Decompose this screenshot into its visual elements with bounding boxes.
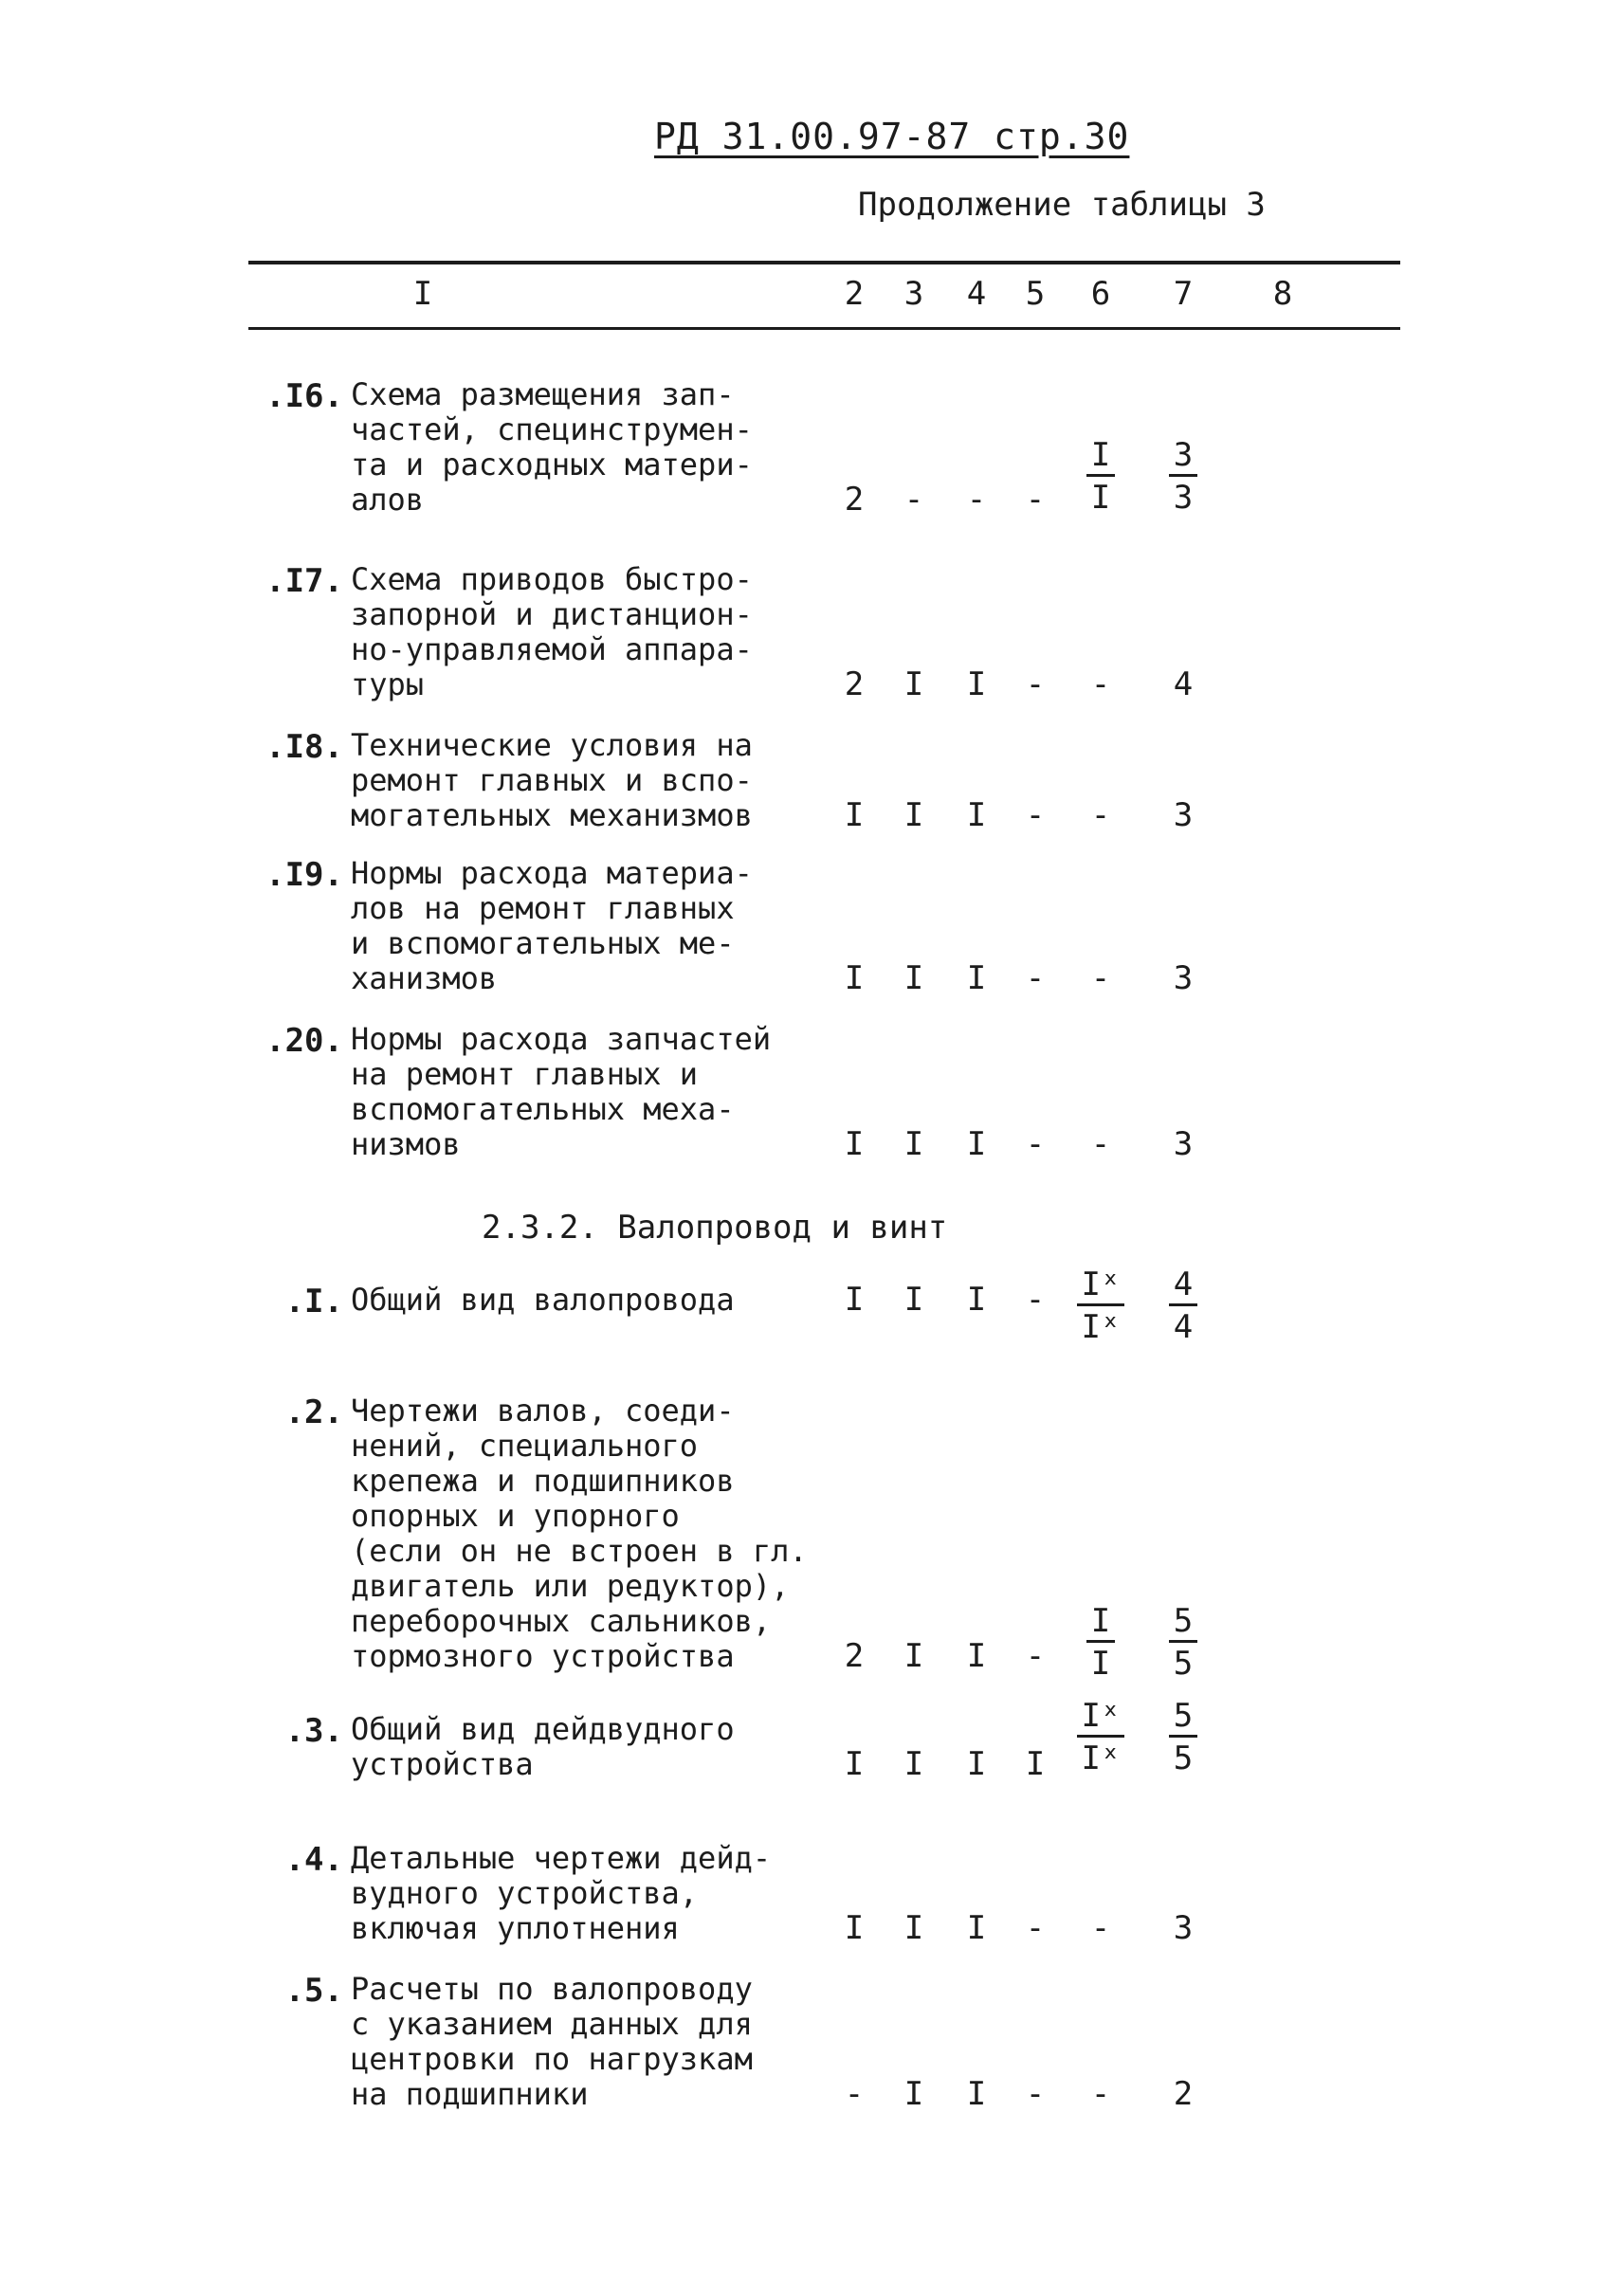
- cell-col-7: [1155, 1697, 1212, 1779]
- cell-col-7: 3: [1173, 959, 1194, 997]
- cell-col-2: 2: [844, 481, 865, 519]
- cell-col-7: 3: [1173, 1125, 1194, 1163]
- fraction-numerator: 3: [1169, 436, 1197, 477]
- page-code: РД 31.00.97-87 стр.30: [654, 116, 1130, 157]
- cell-col-5: I: [1025, 1745, 1046, 1783]
- cell-col-3: I: [903, 959, 924, 997]
- row-description: [351, 1393, 844, 1674]
- cell-col-4: I: [966, 1909, 987, 1947]
- cell-col-2: I: [844, 1125, 865, 1163]
- cell-col-6: [1072, 1697, 1129, 1779]
- description-line: алов: [351, 482, 425, 518]
- cell-col-4: I: [966, 1745, 987, 1783]
- row-number: .2.: [284, 1393, 343, 1431]
- cell-col-2: I: [844, 959, 865, 997]
- cell-col-7: [1155, 1602, 1212, 1685]
- row-number: .3.: [284, 1712, 343, 1750]
- cell-col-6: -: [1090, 2075, 1111, 2113]
- cell-col-6: -: [1090, 665, 1111, 703]
- cell-col-5: -: [1025, 2075, 1046, 2113]
- cell-col-2: I: [844, 796, 865, 834]
- cell-col-5: -: [1025, 959, 1046, 997]
- row-description: [351, 856, 844, 996]
- fraction-denominator: Iˣ: [1081, 1739, 1121, 1777]
- description-line: вудного устройства,: [351, 1875, 699, 1911]
- row-number: .4.: [284, 1841, 343, 1879]
- cell-col-3: I: [903, 2075, 924, 2113]
- description-line: та и расходных матери-: [351, 446, 753, 483]
- row-description: [351, 1712, 844, 1782]
- description-line: лов на ремонт главных: [351, 890, 735, 926]
- table-header-rule: [248, 327, 1400, 330]
- description-line: крепежа и подшипников: [351, 1463, 735, 1499]
- cell-col-5: -: [1025, 1125, 1046, 1163]
- description-line: ремонт главных и вспо-: [351, 762, 753, 798]
- description-line: с указанием данных для: [351, 2006, 753, 2042]
- fraction-numerator: Iˣ: [1077, 1697, 1125, 1738]
- column-header-2: 2: [844, 275, 865, 313]
- description-line: запорной и дистанцион-: [351, 596, 753, 632]
- description-line: Технические условия на: [351, 727, 753, 763]
- cell-col-5: -: [1025, 1637, 1046, 1675]
- column-header-6: 6: [1090, 275, 1111, 313]
- description-line: Детальные чертежи дейд-: [351, 1840, 772, 1876]
- fraction-denominator: 3: [1173, 479, 1194, 517]
- description-line: могательных механизмов: [351, 797, 753, 833]
- fraction-numerator: 5: [1169, 1697, 1197, 1738]
- cell-col-5: -: [1025, 665, 1046, 703]
- fraction-denominator: 4: [1173, 1308, 1194, 1346]
- fraction-denominator: Iˣ: [1081, 1308, 1121, 1346]
- description-line: и вспомогательных ме-: [351, 925, 735, 961]
- fraction-denominator: I: [1090, 479, 1111, 517]
- description-line: вспомогательных меха-: [351, 1091, 735, 1127]
- description-line: Нормы расхода запчастей: [351, 1021, 772, 1057]
- description-line: опорных и упорного: [351, 1498, 680, 1534]
- cell-col-5: -: [1025, 1909, 1046, 1947]
- cell-col-6: [1072, 1266, 1129, 1348]
- cell-col-6: -: [1090, 796, 1111, 834]
- description-line: Чертежи валов, соеди-: [351, 1393, 735, 1429]
- description-line: переборочных сальников,: [351, 1603, 772, 1639]
- description-line: центровки по нагрузкам: [351, 2041, 753, 2077]
- cell-col-3: I: [903, 665, 924, 703]
- description-line: Схема размещения зап-: [351, 376, 735, 412]
- cell-col-7: [1155, 1266, 1212, 1348]
- column-header-3: 3: [903, 275, 924, 313]
- cell-col-5: -: [1025, 1281, 1046, 1319]
- description-line: нений, специального: [351, 1428, 699, 1464]
- cell-col-4: I: [966, 1637, 987, 1675]
- cell-col-7: 4: [1173, 665, 1194, 703]
- fraction-denominator: 5: [1173, 1645, 1194, 1683]
- row-description: [351, 1022, 844, 1162]
- cell-col-4: I: [966, 1281, 987, 1319]
- cell-col-2: I: [844, 1909, 865, 1947]
- column-header-8: 8: [1272, 275, 1293, 313]
- cell-col-4: I: [966, 796, 987, 834]
- row-description: [351, 1972, 844, 2112]
- cell-col-3: I: [903, 796, 924, 834]
- row-number: .I.: [284, 1283, 343, 1321]
- cell-col-3: I: [903, 1637, 924, 1675]
- cell-col-7: 3: [1173, 796, 1194, 834]
- cell-col-7: 2: [1173, 2075, 1194, 2113]
- fraction-numerator: I: [1086, 436, 1115, 477]
- cell-col-5: -: [1025, 796, 1046, 834]
- description-line: Общий вид валопровода: [351, 1282, 735, 1318]
- description-line: на ремонт главных и: [351, 1056, 699, 1092]
- row-number: .I7.: [265, 562, 343, 600]
- cell-col-6: -: [1090, 1909, 1111, 1947]
- cell-col-7: 3: [1173, 1909, 1194, 1947]
- column-header-5: 5: [1025, 275, 1046, 313]
- cell-col-2: I: [844, 1281, 865, 1319]
- cell-col-2: 2: [844, 665, 865, 703]
- cell-col-4: -: [966, 481, 987, 519]
- description-line: туры: [351, 666, 425, 702]
- description-line: Расчеты по валопроводу: [351, 1971, 753, 2007]
- description-line: частей, специнструмен-: [351, 411, 753, 447]
- row-number: .I6.: [265, 377, 343, 415]
- cell-col-5: -: [1025, 481, 1046, 519]
- description-line: Общий вид дейдвудного: [351, 1711, 735, 1747]
- fraction-numerator: I: [1086, 1602, 1115, 1643]
- cell-col-4: I: [966, 2075, 987, 2113]
- cell-col-7: [1155, 436, 1212, 519]
- row-description: [351, 562, 844, 702]
- cell-col-3: I: [903, 1281, 924, 1319]
- cell-col-6: -: [1090, 959, 1111, 997]
- description-line: низмов: [351, 1126, 461, 1162]
- description-line: но-управляемой аппара-: [351, 631, 753, 667]
- column-header-4: 4: [966, 275, 987, 313]
- row-number: .I9.: [265, 856, 343, 894]
- fraction-numerator: 4: [1169, 1266, 1197, 1306]
- fraction-denominator: I: [1090, 1645, 1111, 1683]
- cell-col-2: -: [844, 2075, 865, 2113]
- fraction-numerator: 5: [1169, 1602, 1197, 1643]
- row-description: [351, 1841, 844, 1946]
- cell-col-4: I: [966, 1125, 987, 1163]
- description-line: двигатель или редуктор),: [351, 1568, 790, 1604]
- description-line: тормозного устройства: [351, 1638, 735, 1674]
- section-heading: 2.3.2. Валопровод и винт: [482, 1209, 948, 1247]
- row-number: .5.: [284, 1972, 343, 2010]
- description-line: (если он не встроен в гл.: [351, 1533, 808, 1569]
- row-number: .20.: [265, 1022, 343, 1060]
- cell-col-2: 2: [844, 1637, 865, 1675]
- column-header-1: I: [412, 275, 433, 313]
- cell-col-3: -: [903, 481, 924, 519]
- row-description: [351, 728, 844, 833]
- cell-col-6: [1072, 436, 1129, 519]
- description-line: на подшипники: [351, 2076, 589, 2112]
- description-line: включая уплотнения: [351, 1910, 680, 1946]
- description-line: Схема приводов быстро-: [351, 561, 753, 597]
- fraction-denominator: 5: [1173, 1739, 1194, 1777]
- column-header-7: 7: [1173, 275, 1194, 313]
- description-line: Нормы расхода материа-: [351, 855, 753, 891]
- cell-col-6: -: [1090, 1125, 1111, 1163]
- row-description: [351, 1283, 844, 1318]
- cell-col-4: I: [966, 665, 987, 703]
- cell-col-3: I: [903, 1909, 924, 1947]
- row-number: .I8.: [265, 728, 343, 766]
- description-line: устройства: [351, 1746, 534, 1782]
- table-top-rule: [248, 261, 1400, 264]
- table-continuation-caption: Продолжение таблицы 3: [858, 186, 1266, 224]
- cell-col-2: I: [844, 1745, 865, 1783]
- cell-col-6: [1072, 1602, 1129, 1685]
- cell-col-4: I: [966, 959, 987, 997]
- description-line: ханизмов: [351, 960, 498, 996]
- row-description: [351, 377, 844, 518]
- cell-col-3: I: [903, 1745, 924, 1783]
- cell-col-3: I: [903, 1125, 924, 1163]
- fraction-numerator: Iˣ: [1077, 1266, 1125, 1306]
